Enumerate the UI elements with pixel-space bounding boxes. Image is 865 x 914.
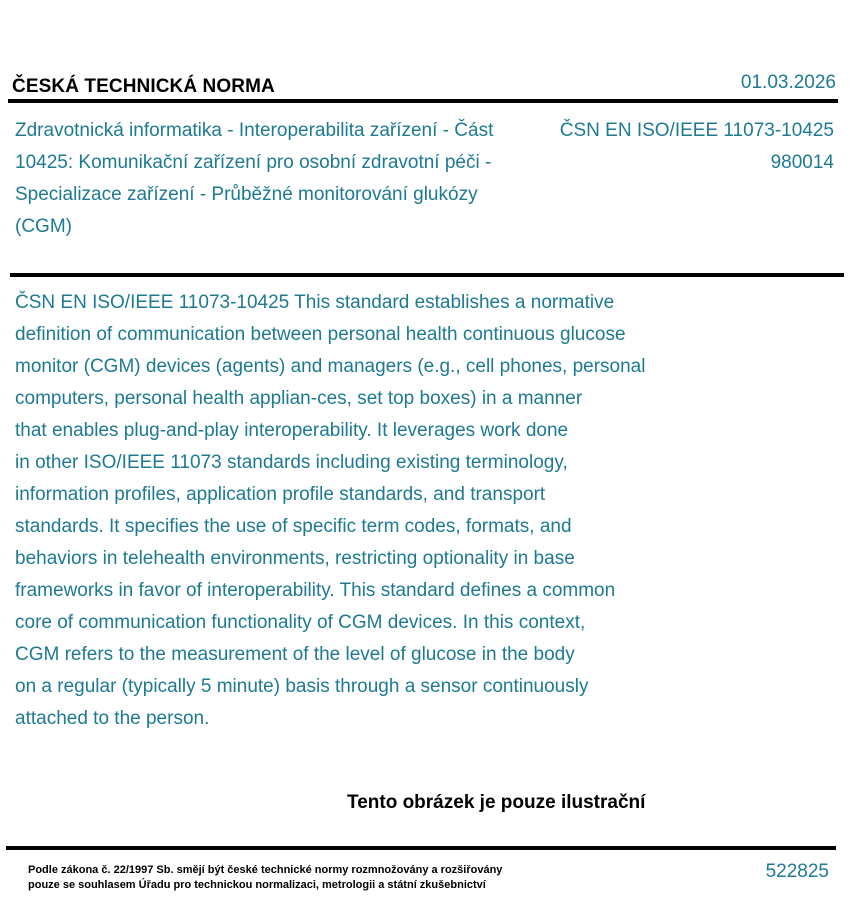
standard-designation: ČSN EN ISO/IEEE 11073-10425 [559,120,834,141]
classification-code: 980014 [770,152,834,173]
abstract-line: attached to the person. [15,708,210,729]
abstract-line: core of communication functionality of CGM devices. In this context, [15,612,586,633]
document-code: 522825 [765,861,829,882]
abstract [15,287,645,735]
document-type-title: ČESKÁ TECHNICKÁ NORMA [12,76,275,97]
top-divider [8,99,838,103]
legal-line: pouze se souhlasem Úřadu pro technickou normalizaci, metrologii a státní zkušebnictví [28,879,486,891]
abstract-line: computers, personal health applian-ces, set top boxes) in a manner [15,388,583,409]
abstract-line: definition of communication between personal health continuous glucose [15,324,626,345]
abstract-line: frameworks in favor of interoperability. This standard defines a common [15,580,616,601]
abstract-line: behaviors in telehealth environments, restricting optionality in base [15,548,575,569]
bottom-divider [6,846,836,850]
standard-title: Zdravotnická informatika - Interoperabilita zařízení - Část 10425: Komunikační zařízení pro osobní zdravotní péči - Specializace zařízení - Průběžné monitorování glukózy (CGM) [15,120,494,237]
publication-date: 01.03.2026 [740,72,836,93]
abstract-line: that enables plug-and-play interoperability. It leverages work done [15,420,569,441]
legal-notice [28,863,502,893]
abstract-line: information profiles, application profile standards, and transport [15,484,546,505]
abstract-line: on a regular (typically 5 minute) basis through a sensor continuously [15,676,589,697]
abstract-line: in other ISO/IEEE 11073 standards including existing terminology, [15,452,568,473]
standard-number [560,115,834,179]
abstract-line: CGM refers to the measurement of the level of glucose in the body [15,644,575,665]
abstract-line: standards. It specifies the use of specific term codes, formats, and [15,516,572,537]
legal-line: Podle zákona č. 22/1997 Sb. smějí být české technické normy rozmnožovány a rozšiřovány [28,864,503,876]
middle-divider [10,273,844,277]
abstract-line: monitor (CGM) devices (agents) and managers (e.g., cell phones, personal [15,356,646,377]
abstract-line: ČSN EN ISO/IEEE 11073-10425 This standard establishes a normative [15,292,615,313]
illustration-note: Tento obrázek je pouze ilustrační [347,792,646,813]
